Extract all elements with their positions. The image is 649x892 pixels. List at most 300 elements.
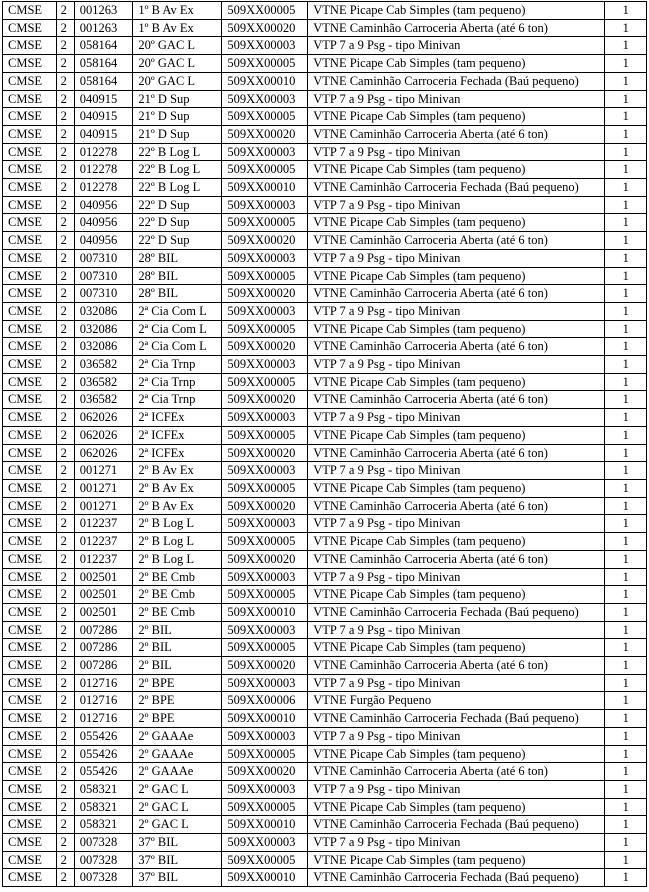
quantity-cell: 1 — [605, 426, 647, 444]
table-row — [3, 834, 647, 852]
region-cell: 2 — [56, 869, 74, 887]
item-code-cell: 509XX00005 — [222, 798, 308, 816]
region-cell: 2 — [56, 674, 74, 692]
unit-name-cell: 2ª ICFEx — [133, 444, 222, 462]
region-cell: 2 — [56, 320, 74, 338]
table-row — [3, 356, 647, 374]
unit-name-cell: 2º B Av Ex — [133, 497, 222, 515]
unit-code-cell: 058164 — [74, 37, 133, 55]
vehicle-description-cell: VTNE Caminhão Carroceria Aberta (até 6 ton) — [308, 497, 605, 515]
unit-code-cell: 055426 — [74, 745, 133, 763]
table-row — [3, 2, 647, 20]
quantity-cell: 1 — [605, 108, 647, 126]
item-code-cell: 509XX00003 — [222, 674, 308, 692]
vehicle-description-cell: VTNE Caminhão Carroceria Aberta (até 6 ton) — [308, 550, 605, 568]
quantity-cell: 1 — [605, 851, 647, 869]
region-cell: 2 — [56, 19, 74, 37]
vehicle-description-cell: VTNE Caminhão Carroceria Aberta (até 6 ton) — [308, 285, 605, 303]
unit-name-cell: 37º BIL — [133, 851, 222, 869]
item-code-cell: 509XX00005 — [222, 373, 308, 391]
region-cell: 2 — [56, 763, 74, 781]
table-row — [3, 249, 647, 267]
unit-code-cell: 007310 — [74, 285, 133, 303]
item-code-cell: 509XX00010 — [222, 72, 308, 90]
item-code-cell: 509XX00020 — [222, 19, 308, 37]
region-cell: 2 — [56, 90, 74, 108]
region-cell: 2 — [56, 834, 74, 852]
vehicle-description-cell: VTNE Picape Cab Simples (tam pequeno) — [308, 798, 605, 816]
region-cell: 2 — [56, 533, 74, 551]
table-row — [3, 338, 647, 356]
unit-code-cell: 058321 — [74, 816, 133, 834]
unit-code-cell: 002501 — [74, 603, 133, 621]
vehicle-description-cell: VTNE Picape Cab Simples (tam pequeno) — [308, 479, 605, 497]
unit-code-cell: 062026 — [74, 444, 133, 462]
quantity-cell: 1 — [605, 373, 647, 391]
table-row — [3, 639, 647, 657]
unit-code-cell: 012716 — [74, 692, 133, 710]
table-row — [3, 710, 647, 728]
unit-code-cell: 012237 — [74, 550, 133, 568]
unit-code-cell: 002501 — [74, 568, 133, 586]
table-row — [3, 515, 647, 533]
unit-code-cell: 040956 — [74, 214, 133, 232]
unit-name-cell: 2º GAC L — [133, 816, 222, 834]
command-cell: CMSE — [3, 533, 57, 551]
table-row — [3, 657, 647, 675]
region-cell: 2 — [56, 373, 74, 391]
table-row — [3, 232, 647, 250]
item-code-cell: 509XX00005 — [222, 586, 308, 604]
unit-name-cell: 22º B Log L — [133, 179, 222, 197]
vehicle-description-cell: VTNE Caminhão Carroceria Aberta (até 6 ton) — [308, 125, 605, 143]
vehicle-description-cell: VTNE Picape Cab Simples (tam pequeno) — [308, 55, 605, 73]
unit-name-cell: 2º GAC L — [133, 780, 222, 798]
item-code-cell: 509XX00003 — [222, 409, 308, 427]
unit-name-cell: 2º B Log L — [133, 533, 222, 551]
unit-name-cell: 2º GAAAe — [133, 763, 222, 781]
command-cell: CMSE — [3, 391, 57, 409]
item-code-cell: 509XX00005 — [222, 426, 308, 444]
table-row — [3, 179, 647, 197]
unit-name-cell: 2ª Cia Com L — [133, 302, 222, 320]
quantity-cell: 1 — [605, 816, 647, 834]
command-cell: CMSE — [3, 727, 57, 745]
table-row — [3, 320, 647, 338]
item-code-cell: 509XX00005 — [222, 2, 308, 20]
unit-name-cell: 37º BIL — [133, 834, 222, 852]
region-cell: 2 — [56, 108, 74, 126]
unit-name-cell: 2ª ICFEx — [133, 409, 222, 427]
item-code-cell: 509XX00020 — [222, 657, 308, 675]
command-cell: CMSE — [3, 161, 57, 179]
vehicle-allocation-table — [2, 1, 647, 887]
vehicle-description-cell: VTNE Furgão Pequeno — [308, 692, 605, 710]
vehicle-description-cell: VTNE Caminhão Carroceria Fechada (Baú pequeno) — [308, 603, 605, 621]
vehicle-description-cell: VTNE Caminhão Carroceria Aberta (até 6 ton) — [308, 657, 605, 675]
quantity-cell: 1 — [605, 267, 647, 285]
table-row — [3, 444, 647, 462]
table-row — [3, 621, 647, 639]
region-cell: 2 — [56, 232, 74, 250]
unit-code-cell: 040956 — [74, 232, 133, 250]
command-cell: CMSE — [3, 745, 57, 763]
unit-code-cell: 058321 — [74, 780, 133, 798]
unit-code-cell: 040915 — [74, 125, 133, 143]
unit-code-cell: 001263 — [74, 2, 133, 20]
region-cell: 2 — [56, 409, 74, 427]
quantity-cell: 1 — [605, 798, 647, 816]
unit-code-cell: 007310 — [74, 249, 133, 267]
quantity-cell: 1 — [605, 657, 647, 675]
unit-name-cell: 2º BIL — [133, 657, 222, 675]
quantity-cell: 1 — [605, 745, 647, 763]
item-code-cell: 509XX00003 — [222, 568, 308, 586]
table-row — [3, 37, 647, 55]
command-cell: CMSE — [3, 710, 57, 728]
command-cell: CMSE — [3, 125, 57, 143]
command-cell: CMSE — [3, 214, 57, 232]
table-row — [3, 745, 647, 763]
item-code-cell: 509XX00010 — [222, 869, 308, 887]
command-cell: CMSE — [3, 267, 57, 285]
command-cell: CMSE — [3, 373, 57, 391]
unit-name-cell: 20º GAC L — [133, 72, 222, 90]
item-code-cell: 509XX00005 — [222, 639, 308, 657]
table-body — [3, 2, 647, 887]
command-cell: CMSE — [3, 338, 57, 356]
table-row — [3, 533, 647, 551]
item-code-cell: 509XX00003 — [222, 621, 308, 639]
quantity-cell: 1 — [605, 19, 647, 37]
region-cell: 2 — [56, 249, 74, 267]
unit-code-cell: 032086 — [74, 338, 133, 356]
item-code-cell: 509XX00003 — [222, 834, 308, 852]
command-cell: CMSE — [3, 232, 57, 250]
region-cell: 2 — [56, 2, 74, 20]
unit-name-cell: 2º BPE — [133, 692, 222, 710]
quantity-cell: 1 — [605, 285, 647, 303]
unit-code-cell: 036582 — [74, 373, 133, 391]
table-row — [3, 108, 647, 126]
region-cell: 2 — [56, 727, 74, 745]
item-code-cell: 509XX00003 — [222, 196, 308, 214]
table-row — [3, 90, 647, 108]
table-row — [3, 550, 647, 568]
unit-name-cell: 21º D Sup — [133, 90, 222, 108]
command-cell: CMSE — [3, 657, 57, 675]
quantity-cell: 1 — [605, 249, 647, 267]
quantity-cell: 1 — [605, 869, 647, 887]
unit-code-cell: 012237 — [74, 515, 133, 533]
item-code-cell: 509XX00006 — [222, 692, 308, 710]
command-cell: CMSE — [3, 621, 57, 639]
command-cell: CMSE — [3, 196, 57, 214]
unit-code-cell: 007286 — [74, 657, 133, 675]
item-code-cell: 509XX00020 — [222, 763, 308, 781]
quantity-cell: 1 — [605, 72, 647, 90]
unit-name-cell: 2º B Log L — [133, 550, 222, 568]
unit-code-cell: 036582 — [74, 391, 133, 409]
quantity-cell: 1 — [605, 356, 647, 374]
unit-code-cell: 040956 — [74, 196, 133, 214]
vehicle-description-cell: VTNE Picape Cab Simples (tam pequeno) — [308, 586, 605, 604]
quantity-cell: 1 — [605, 214, 647, 232]
unit-name-cell: 2ª Cia Trnp — [133, 391, 222, 409]
item-code-cell: 509XX00003 — [222, 90, 308, 108]
unit-code-cell: 055426 — [74, 763, 133, 781]
quantity-cell: 1 — [605, 533, 647, 551]
unit-name-cell: 2ª Cia Com L — [133, 338, 222, 356]
unit-name-cell: 2º BE Cmb — [133, 568, 222, 586]
command-cell: CMSE — [3, 179, 57, 197]
quantity-cell: 1 — [605, 586, 647, 604]
region-cell: 2 — [56, 851, 74, 869]
region-cell: 2 — [56, 338, 74, 356]
region-cell: 2 — [56, 745, 74, 763]
vehicle-description-cell: VTNE Picape Cab Simples (tam pequeno) — [308, 161, 605, 179]
vehicle-description-cell: VTNE Picape Cab Simples (tam pequeno) — [308, 745, 605, 763]
command-cell: CMSE — [3, 143, 57, 161]
quantity-cell: 1 — [605, 55, 647, 73]
quantity-cell: 1 — [605, 515, 647, 533]
vehicle-description-cell: VTP 7 a 9 Psg - tipo Minivan — [308, 462, 605, 480]
command-cell: CMSE — [3, 37, 57, 55]
unit-name-cell: 2º BE Cmb — [133, 586, 222, 604]
item-code-cell: 509XX00005 — [222, 479, 308, 497]
table-row — [3, 302, 647, 320]
table-row — [3, 143, 647, 161]
unit-name-cell: 2ª ICFEx — [133, 426, 222, 444]
table-row — [3, 869, 647, 887]
unit-code-cell: 055426 — [74, 727, 133, 745]
item-code-cell: 509XX00003 — [222, 356, 308, 374]
unit-code-cell: 040915 — [74, 90, 133, 108]
command-cell: CMSE — [3, 550, 57, 568]
item-code-cell: 509XX00003 — [222, 462, 308, 480]
unit-name-cell: 2º GAAAe — [133, 727, 222, 745]
unit-code-cell: 012716 — [74, 674, 133, 692]
table-row — [3, 373, 647, 391]
unit-code-cell: 012278 — [74, 179, 133, 197]
item-code-cell: 509XX00010 — [222, 710, 308, 728]
unit-code-cell: 058164 — [74, 72, 133, 90]
command-cell: CMSE — [3, 2, 57, 20]
vehicle-description-cell: VTNE Picape Cab Simples (tam pequeno) — [308, 639, 605, 657]
vehicle-description-cell: VTNE Picape Cab Simples (tam pequeno) — [308, 320, 605, 338]
item-code-cell: 509XX00020 — [222, 125, 308, 143]
region-cell: 2 — [56, 161, 74, 179]
command-cell: CMSE — [3, 302, 57, 320]
quantity-cell: 1 — [605, 780, 647, 798]
region-cell: 2 — [56, 302, 74, 320]
region-cell: 2 — [56, 550, 74, 568]
region-cell: 2 — [56, 816, 74, 834]
unit-code-cell: 032086 — [74, 302, 133, 320]
quantity-cell: 1 — [605, 90, 647, 108]
table-row — [3, 603, 647, 621]
quantity-cell: 1 — [605, 37, 647, 55]
region-cell: 2 — [56, 798, 74, 816]
region-cell: 2 — [56, 444, 74, 462]
vehicle-description-cell: VTNE Caminhão Carroceria Aberta (até 6 ton) — [308, 444, 605, 462]
quantity-cell: 1 — [605, 550, 647, 568]
region-cell: 2 — [56, 72, 74, 90]
table-row — [3, 214, 647, 232]
table-row — [3, 497, 647, 515]
region-cell: 2 — [56, 426, 74, 444]
table-row — [3, 55, 647, 73]
unit-code-cell: 002501 — [74, 586, 133, 604]
unit-name-cell: 37º BIL — [133, 869, 222, 887]
vehicle-description-cell: VTNE Caminhão Carroceria Aberta (até 6 ton) — [308, 391, 605, 409]
quantity-cell: 1 — [605, 444, 647, 462]
unit-name-cell: 2º BPE — [133, 674, 222, 692]
table-row — [3, 727, 647, 745]
quantity-cell: 1 — [605, 479, 647, 497]
vehicle-description-cell: VTNE Picape Cab Simples (tam pequeno) — [308, 851, 605, 869]
region-cell: 2 — [56, 692, 74, 710]
vehicle-description-cell: VTP 7 a 9 Psg - tipo Minivan — [308, 674, 605, 692]
vehicle-description-cell: VTP 7 a 9 Psg - tipo Minivan — [308, 834, 605, 852]
unit-code-cell: 001263 — [74, 19, 133, 37]
table-row — [3, 161, 647, 179]
region-cell: 2 — [56, 780, 74, 798]
vehicle-description-cell: VTNE Caminhão Carroceria Fechada (Baú pequeno) — [308, 869, 605, 887]
vehicle-description-cell: VTNE Picape Cab Simples (tam pequeno) — [308, 108, 605, 126]
item-code-cell: 509XX00005 — [222, 214, 308, 232]
unit-name-cell: 2ª Cia Com L — [133, 320, 222, 338]
unit-name-cell: 22º D Sup — [133, 196, 222, 214]
command-cell: CMSE — [3, 603, 57, 621]
unit-code-cell: 012716 — [74, 710, 133, 728]
item-code-cell: 509XX00005 — [222, 851, 308, 869]
table-row — [3, 674, 647, 692]
vehicle-description-cell: VTNE Caminhão Carroceria Aberta (até 6 ton) — [308, 338, 605, 356]
region-cell: 2 — [56, 621, 74, 639]
item-code-cell: 509XX00005 — [222, 55, 308, 73]
table-row — [3, 19, 647, 37]
vehicle-description-cell: VTP 7 a 9 Psg - tipo Minivan — [308, 727, 605, 745]
vehicle-description-cell: VTP 7 a 9 Psg - tipo Minivan — [308, 515, 605, 533]
command-cell: CMSE — [3, 19, 57, 37]
unit-code-cell: 012237 — [74, 533, 133, 551]
quantity-cell: 1 — [605, 674, 647, 692]
command-cell: CMSE — [3, 462, 57, 480]
unit-name-cell: 2º B Av Ex — [133, 479, 222, 497]
region-cell: 2 — [56, 37, 74, 55]
quantity-cell: 1 — [605, 568, 647, 586]
item-code-cell: 509XX00003 — [222, 249, 308, 267]
vehicle-description-cell: VTP 7 a 9 Psg - tipo Minivan — [308, 249, 605, 267]
vehicle-description-cell: VTP 7 a 9 Psg - tipo Minivan — [308, 143, 605, 161]
region-cell: 2 — [56, 657, 74, 675]
unit-code-cell: 007286 — [74, 621, 133, 639]
quantity-cell: 1 — [605, 603, 647, 621]
quantity-cell: 1 — [605, 727, 647, 745]
quantity-cell: 1 — [605, 320, 647, 338]
unit-name-cell: 22º D Sup — [133, 214, 222, 232]
item-code-cell: 509XX00005 — [222, 533, 308, 551]
command-cell: CMSE — [3, 674, 57, 692]
vehicle-description-cell: VTP 7 a 9 Psg - tipo Minivan — [308, 568, 605, 586]
unit-name-cell: 21º D Sup — [133, 108, 222, 126]
region-cell: 2 — [56, 391, 74, 409]
region-cell: 2 — [56, 515, 74, 533]
table-row — [3, 462, 647, 480]
unit-name-cell: 2ª Cia Trnp — [133, 373, 222, 391]
vehicle-description-cell: VTP 7 a 9 Psg - tipo Minivan — [308, 356, 605, 374]
table-row — [3, 426, 647, 444]
vehicle-description-cell: VTNE Picape Cab Simples (tam pequeno) — [308, 426, 605, 444]
item-code-cell: 509XX00010 — [222, 603, 308, 621]
table-row — [3, 568, 647, 586]
unit-code-cell: 007328 — [74, 834, 133, 852]
item-code-cell: 509XX00005 — [222, 267, 308, 285]
quantity-cell: 1 — [605, 232, 647, 250]
vehicle-description-cell: VTP 7 a 9 Psg - tipo Minivan — [308, 90, 605, 108]
region-cell: 2 — [56, 603, 74, 621]
unit-name-cell: 22º B Log L — [133, 143, 222, 161]
command-cell: CMSE — [3, 497, 57, 515]
vehicle-description-cell: VTNE Picape Cab Simples (tam pequeno) — [308, 267, 605, 285]
region-cell: 2 — [56, 479, 74, 497]
item-code-cell: 509XX00003 — [222, 727, 308, 745]
command-cell: CMSE — [3, 834, 57, 852]
item-code-cell: 509XX00003 — [222, 302, 308, 320]
quantity-cell: 1 — [605, 639, 647, 657]
item-code-cell: 509XX00010 — [222, 816, 308, 834]
item-code-cell: 509XX00003 — [222, 37, 308, 55]
region-cell: 2 — [56, 196, 74, 214]
quantity-cell: 1 — [605, 125, 647, 143]
quantity-cell: 1 — [605, 763, 647, 781]
unit-code-cell: 062026 — [74, 426, 133, 444]
quantity-cell: 1 — [605, 391, 647, 409]
quantity-cell: 1 — [605, 161, 647, 179]
unit-name-cell: 22º B Log L — [133, 161, 222, 179]
vehicle-description-cell: VTNE Picape Cab Simples (tam pequeno) — [308, 2, 605, 20]
vehicle-description-cell: VTNE Picape Cab Simples (tam pequeno) — [308, 214, 605, 232]
unit-code-cell: 001271 — [74, 497, 133, 515]
region-cell: 2 — [56, 214, 74, 232]
item-code-cell: 509XX00020 — [222, 285, 308, 303]
command-cell: CMSE — [3, 568, 57, 586]
quantity-cell: 1 — [605, 409, 647, 427]
quantity-cell: 1 — [605, 497, 647, 515]
item-code-cell: 509XX00005 — [222, 108, 308, 126]
region-cell: 2 — [56, 639, 74, 657]
vehicle-description-cell: VTNE Caminhão Carroceria Fechada (Baú pequeno) — [308, 816, 605, 834]
command-cell: CMSE — [3, 426, 57, 444]
unit-name-cell: 2º BE Cmb — [133, 603, 222, 621]
unit-code-cell: 007310 — [74, 267, 133, 285]
table-row — [3, 285, 647, 303]
vehicle-description-cell: VTP 7 a 9 Psg - tipo Minivan — [308, 302, 605, 320]
command-cell: CMSE — [3, 108, 57, 126]
command-cell: CMSE — [3, 851, 57, 869]
command-cell: CMSE — [3, 798, 57, 816]
item-code-cell: 509XX00005 — [222, 320, 308, 338]
item-code-cell: 509XX00020 — [222, 338, 308, 356]
vehicle-description-cell: VTNE Caminhão Carroceria Fechada (Baú pequeno) — [308, 710, 605, 728]
command-cell: CMSE — [3, 515, 57, 533]
region-cell: 2 — [56, 285, 74, 303]
vehicle-description-cell: VTNE Picape Cab Simples (tam pequeno) — [308, 373, 605, 391]
table-row — [3, 816, 647, 834]
item-code-cell: 509XX00020 — [222, 550, 308, 568]
region-cell: 2 — [56, 356, 74, 374]
